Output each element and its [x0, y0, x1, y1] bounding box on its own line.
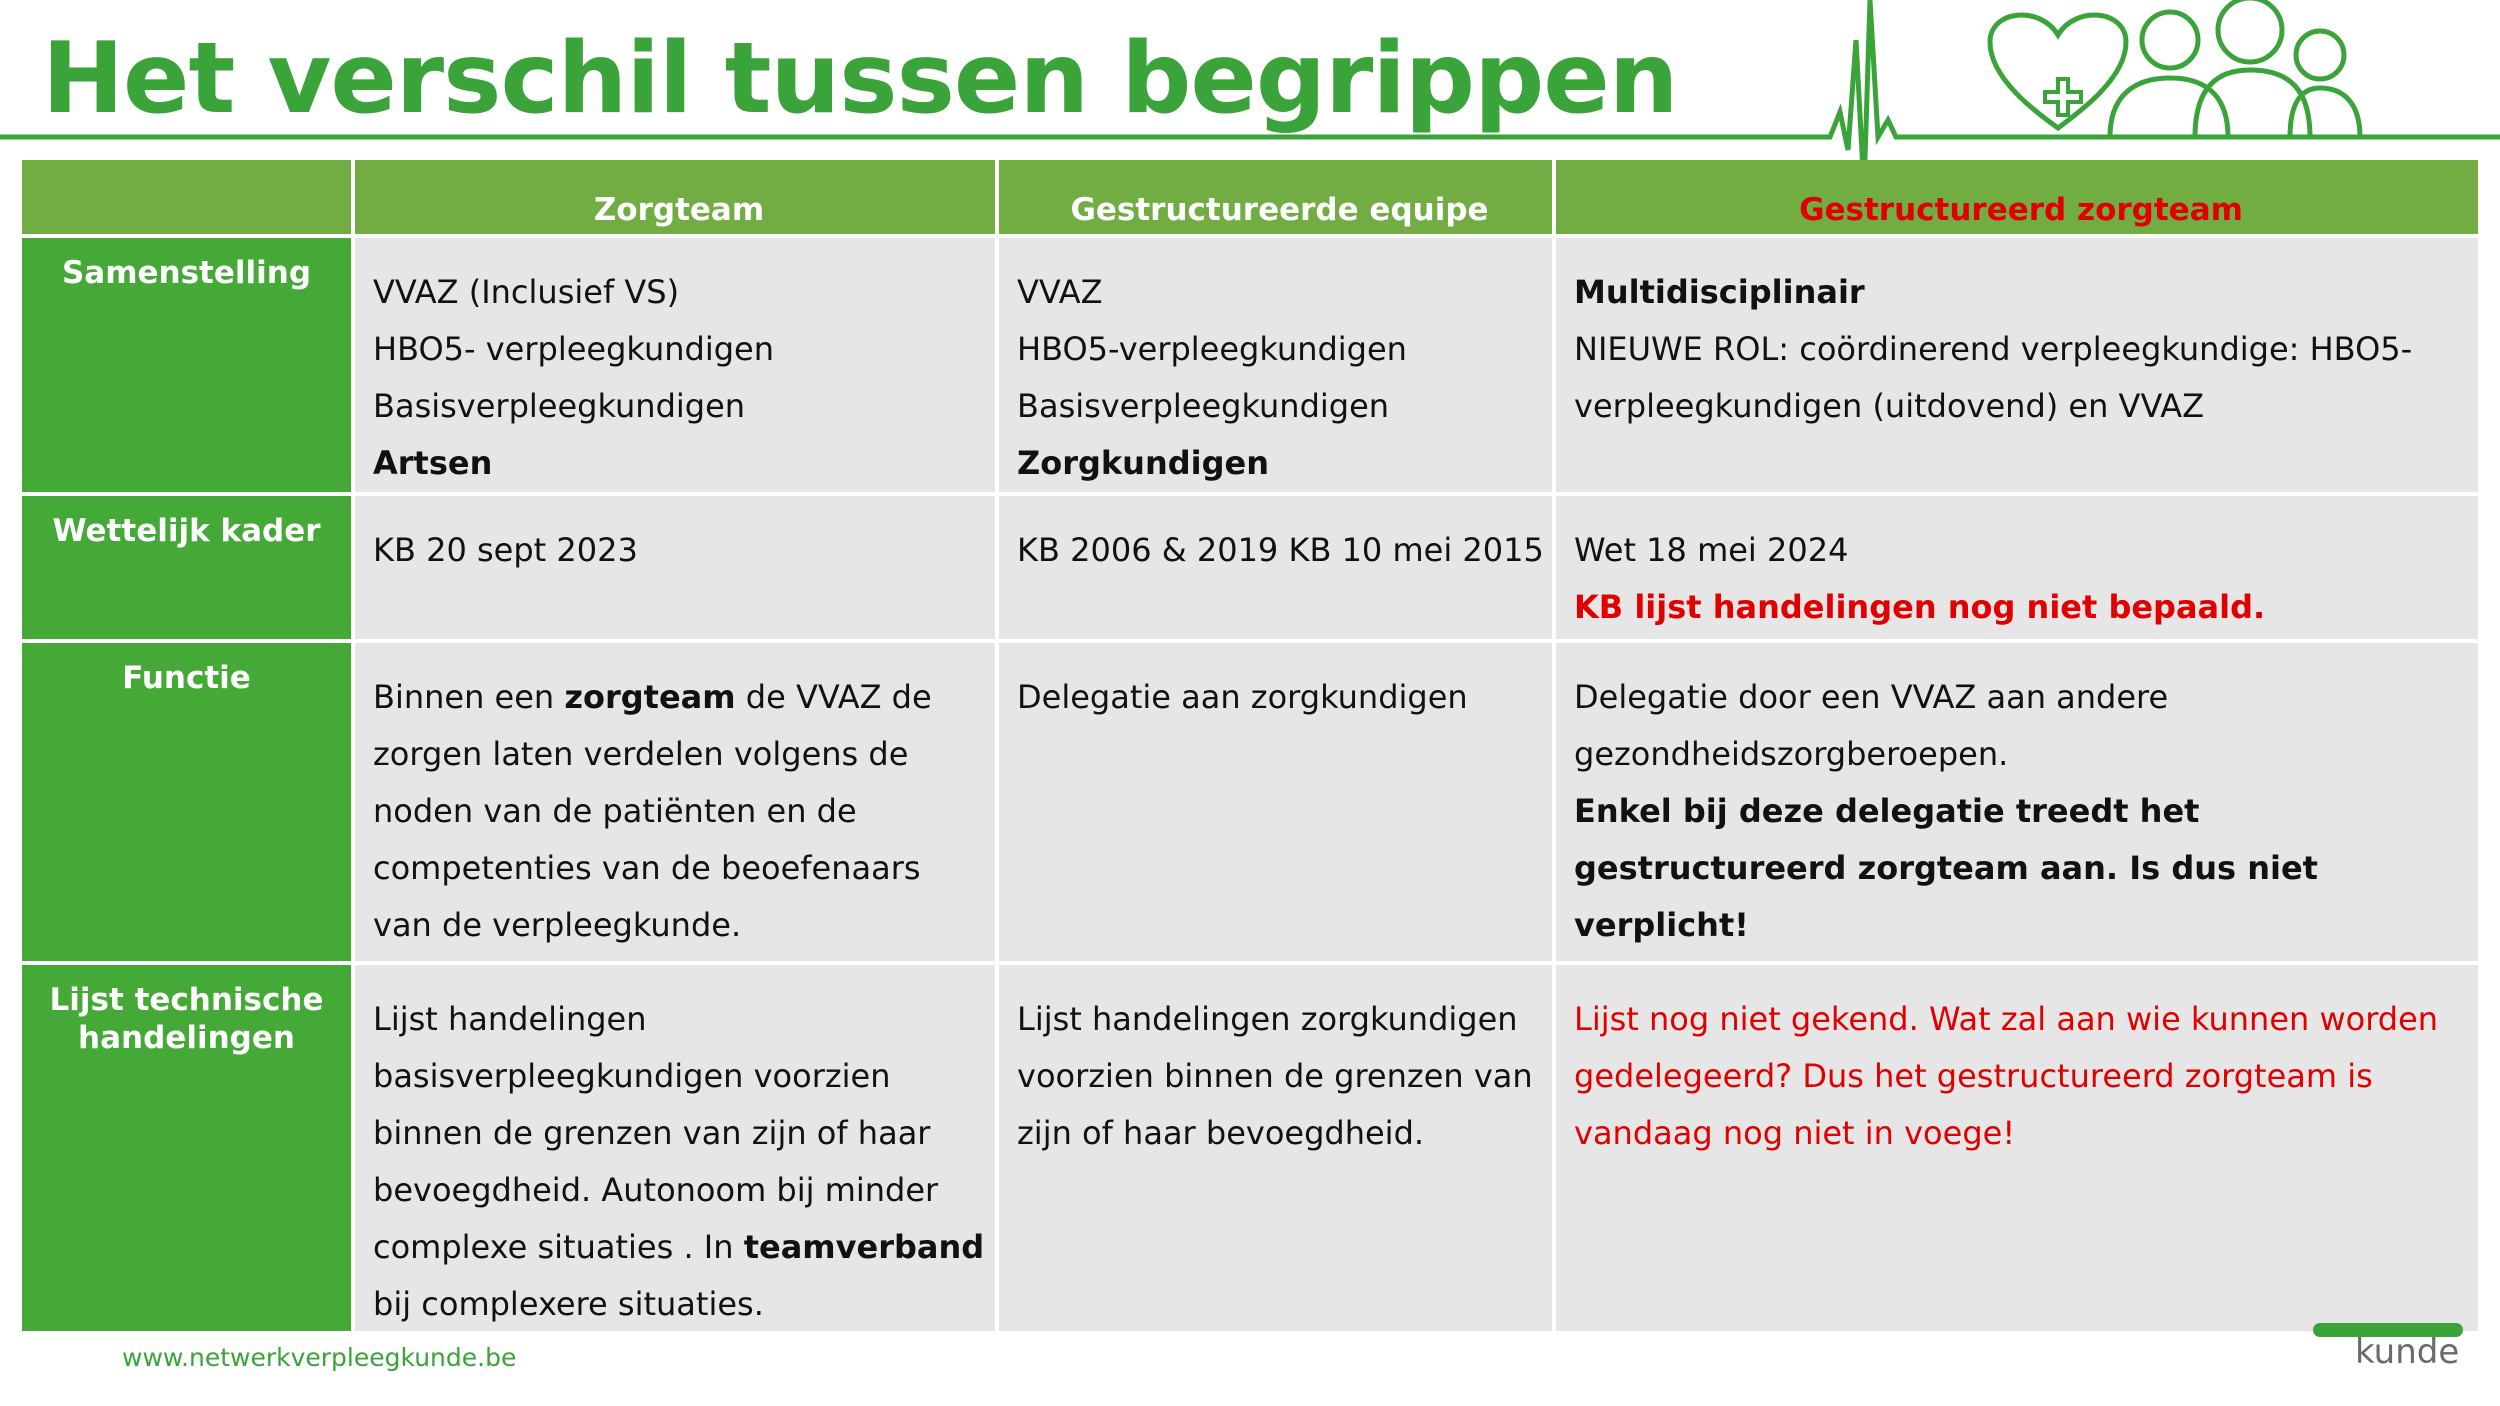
cell-lijst-gestructureerd [1556, 965, 2478, 1331]
text-paragraph: Lijst handelingen zorgkundigen voorzien binnen de grenzen van zijn of haar bevoegdheid. [1017, 1000, 1533, 1152]
row-label-samenstelling: Samenstelling [22, 238, 351, 492]
header-empty-cell [22, 160, 351, 234]
text-paragraph: NIEUWE ROL: coördinerend verpleegkundige: HBO5-verpleegkundigen (uitdovend) en VVAZ [1574, 330, 2413, 425]
row-label-functie: Functie [22, 643, 351, 961]
cell-samenstelling-equipe [999, 238, 1552, 492]
cell-lijst-zorgteam [355, 965, 995, 1331]
text-paragraph: Enkel bij deze delegatie treedt het gestructureerd zorgteam aan. Is dus niet verplicht! [1574, 792, 2318, 944]
text-fragment: bij complexere situaties. [373, 1285, 764, 1323]
row-label-lijst-technische-handelingen: Lijst technische handelingen [22, 965, 351, 1331]
page-title: Het verschil tussen begrippen [42, 22, 1678, 136]
text-line: Basisverpleegkundigen [373, 387, 746, 425]
text-fragment: Lijst handelingen basisverpleegkundigen voorzien binnen de grenzen van zijn of haar bevoegdheid. Autonoom bij minder complexe situaties . In [373, 1000, 939, 1266]
cell-samenstelling-zorgteam [355, 238, 995, 492]
text-paragraph: Delegatie door een VVAZ aan andere gezondheidszorgberoepen. [1574, 678, 2169, 773]
text-fragment: teamverband [743, 1228, 985, 1266]
cell-wettelijk-gestructureerd [1556, 496, 2478, 639]
text-line: KB lijst handelingen nog niet bepaald. [1574, 588, 2266, 626]
row-label-wettelijk-kader: Wettelijk kader [22, 496, 351, 639]
text-fragment: Binnen een [373, 678, 565, 716]
text-line: HBO5-verpleegkundigen [1017, 330, 1407, 368]
cell-wettelijk-zorgteam [355, 496, 995, 639]
text-line: KB 20 sept 2023 [373, 531, 638, 569]
cell-samenstelling-gestructureerd [1556, 238, 2478, 492]
text-line: Wet 18 mei 2024 [1574, 531, 1849, 569]
cell-functie-gestructureerd [1556, 643, 2478, 961]
cell-lijst-equipe [999, 965, 1552, 1331]
text-line: Multidisciplinair [1574, 273, 1865, 311]
text-line: Artsen [373, 444, 493, 482]
cell-wettelijk-equipe [999, 496, 1552, 639]
cell-functie-zorgteam [355, 643, 995, 961]
comparison-table [22, 160, 2470, 1333]
text-paragraph: Delegatie aan zorgkundigen [1017, 678, 1468, 716]
text-fragment: zorgteam [564, 678, 736, 716]
text-paragraph: Lijst nog niet gekend. Wat zal aan wie kunnen worden gedelegeerd? Dus het gestructureerd zorgteam is vandaag nog niet in voege! [1574, 1000, 2439, 1152]
header-gestructureerde-equipe: Gestructureerde equipe [999, 160, 1552, 234]
text-line: Basisverpleegkundigen [1017, 387, 1390, 425]
cell-functie-equipe [999, 643, 1552, 961]
text-line: VVAZ (Inclusief VS) [373, 273, 680, 311]
text-line: VVAZ [1017, 273, 1103, 311]
logo-text: kunde [2355, 1332, 2460, 1372]
text-line: Zorgkundigen [1017, 444, 1269, 482]
header-gestructureerd-zorgteam: Gestructureerd zorgteam [1556, 160, 2478, 234]
footer-website-link[interactable]: www.netwerkverpleegkunde.be [122, 1343, 517, 1372]
text-fragment: de VVAZ de zorgen laten verdelen volgens de noden van de patiënten en de competenties van de beoefenaars van de verpleegkunde. [373, 678, 932, 944]
text-line: HBO5- verpleegkundigen [373, 330, 774, 368]
text-line: KB 2006 & 2019 KB 10 mei 2015 [1017, 531, 1544, 569]
header-zorgteam: Zorgteam [355, 160, 995, 234]
